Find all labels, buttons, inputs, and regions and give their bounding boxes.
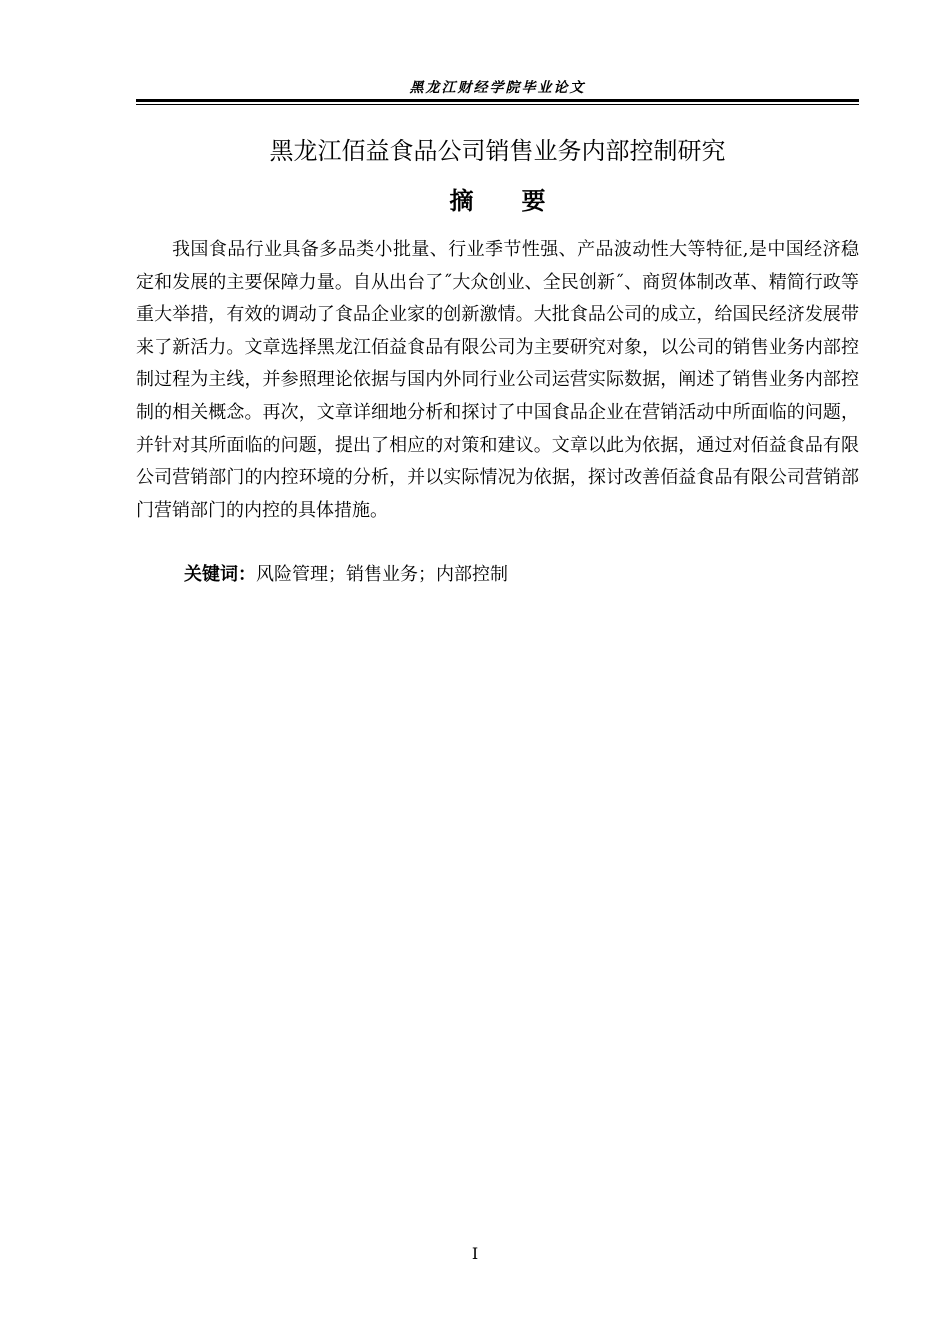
keywords-label: 关键词： — [184, 564, 256, 585]
paper-title: 黑龙江佰益食品公司销售业务内部控制研究 — [269, 137, 726, 165]
header-rule-thin — [136, 104, 859, 105]
page-number: I — [471, 1244, 479, 1263]
keywords-line — [184, 560, 508, 590]
abstract-heading-right: 要 — [521, 187, 546, 215]
running-header: 黑龙江财经学院毕业论文 — [409, 80, 586, 96]
abstract-heading — [136, 184, 859, 218]
header-rule-thick — [136, 99, 859, 102]
abstract-body: 我国食品行业具备多品类小批量、行业季节性强、产品波动性大等特征,是中国经济稳定和发展的主要保障力量。自从出台了˝大众创业、全民创新˝、商贸体制改革、精简行政等重大举措，有效的调动了食品企业家的创新激情。大批食品公司的成立，给国民经济发展带来了新活力。文章选择黑龙江佰益食品有限公司为主要研究对象，以公司的销售业务内部控制过程为主线，并参照理论依据与国内外同行业公司运营实际数据，阐述了销售业务内部控制的相关概念。再次，文章详细地分析和探讨了中国食品企业在营销活动中所面临的问题，并针对其所面临的问题，提出了相应的对策和建议。文章以此为依据，通过对佰益食品有限公司营销部门的内控环境的分析，并以实际情况为依据，探讨改善佰益食品有限公司营销部门营销部门的内控的具体措施。 — [136, 239, 859, 521]
keywords-value: 风险管理；销售业务；内部控制 — [256, 564, 508, 585]
abstract-heading-left: 摘 — [449, 187, 474, 215]
